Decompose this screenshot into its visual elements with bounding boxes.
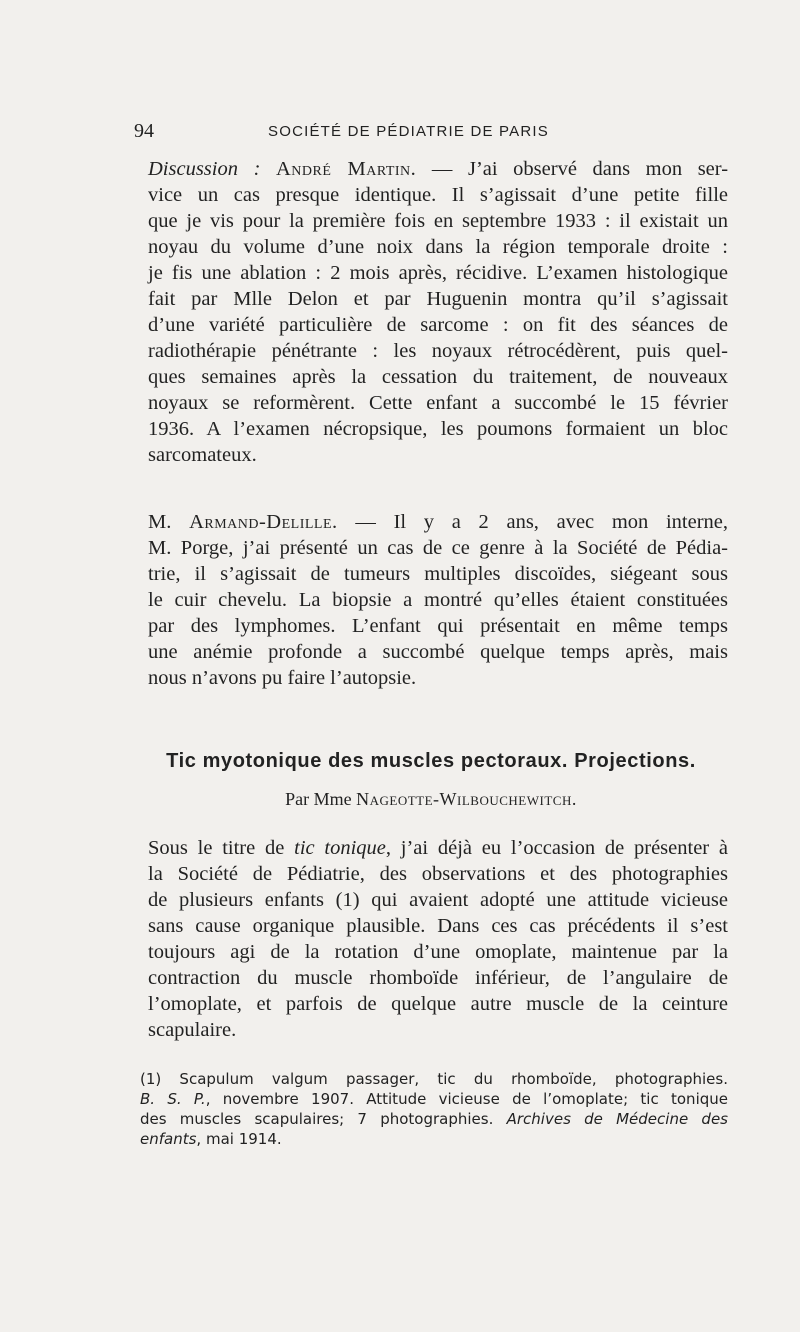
intro-before: Sous le titre de <box>148 837 285 859</box>
text-line: 1936. A l’examen nécropsique, les poumons formaient un bloc <box>148 418 728 440</box>
em-dash: — <box>355 511 376 533</box>
byline-author: Nageotte-Wilbouchewitch. <box>356 789 577 809</box>
intro-after: , j’ai déjà eu l’occasion de présenter à <box>385 837 728 859</box>
text-line: la Société de Pédiatrie, des observations et des photographies <box>148 863 728 885</box>
text-line: contraction du muscle rhomboïde inférieur, de l’angulaire de <box>148 967 728 989</box>
text-line: par des lymphomes. L’enfant qui présentait en même temps <box>148 615 728 637</box>
em-dash: — <box>431 158 453 180</box>
text-line: trie, il s’agissait de tumeurs multiples discoïdes, siégeant sous <box>148 563 728 585</box>
footnote-text: , novembre 1907. Attitude vicieuse de l’omoplate; tic tonique <box>205 1090 728 1108</box>
article-title: Tic myotonique des muscles pectoraux. Projections. <box>166 750 696 772</box>
text-line: sarcomateux. <box>148 444 257 466</box>
text-line: noyau du volume d’une noix dans la région temporale droite : <box>148 236 728 258</box>
footnote-italic: B. S. P. <box>140 1090 206 1108</box>
text-line: toujours agi de la rotation d’une omoplate, maintenue par la <box>148 941 728 963</box>
page-header <box>134 120 724 146</box>
article-byline <box>134 789 728 810</box>
byline-prefix: Par Mme <box>285 789 352 809</box>
text-line-content: J’ai observé dans mon ser- <box>467 158 729 180</box>
reply-paragraph <box>134 509 728 691</box>
page-number: 94 <box>134 120 154 142</box>
text-line: l’omoplate, et parfois de quelque autre muscle de la ceinture <box>148 993 728 1015</box>
footnote-line <box>134 1109 728 1129</box>
article-paragraph <box>134 835 728 1043</box>
running-head: SOCIÉTÉ DE PÉDIATRIE DE PARIS <box>268 123 549 140</box>
text-line: ques semaines après la cessation du traitement, de nouveaux <box>148 366 728 388</box>
discussion-label: Discussion : <box>148 158 261 180</box>
discussion-paragraph <box>134 156 728 468</box>
footnote-text: des muscles scapulaires; 7 photographies. <box>140 1110 494 1128</box>
text-line <box>134 509 728 535</box>
speaker-name: Armand-Delille. <box>189 511 338 533</box>
text-line: de plusieurs enfants (1) qui avaient adopté une attitude vicieuse <box>148 889 728 911</box>
text-line: je fis une ablation : 2 mois après, récidive. L’examen histologique <box>148 262 728 284</box>
speaker-prefix: M. <box>148 511 172 533</box>
text-line <box>134 156 728 182</box>
text-line: scapulaire. <box>148 1019 237 1041</box>
footnote-italic: enfants <box>140 1130 197 1148</box>
footnote-line <box>134 1089 728 1109</box>
text-line: noyaux se reformèrent. Cette enfant a succombé le 15 février <box>148 392 728 414</box>
footnote-italic: Archives de Médecine des <box>506 1110 728 1128</box>
text-line-content: Il y a 2 ans, avec mon interne, <box>393 511 729 533</box>
text-line <box>134 835 728 861</box>
text-line: radiothérapie pénétrante : les noyaux rétrocédèrent, puis quel- <box>148 340 728 362</box>
text-line: vice un cas presque identique. Il s’agissait d’une petite fille <box>148 184 728 206</box>
footnote-text: , mai 1914. <box>196 1130 282 1148</box>
text-line: nous n’avons pu faire l’autopsie. <box>148 667 417 689</box>
text-line: une anémie profonde a succombé quelque temps après, mais <box>148 641 728 663</box>
footnote-line: (1) Scapulum valgum passager, tic du rhomboïde, photographies. <box>140 1070 728 1088</box>
text-line: que je vis pour la première fois en septembre 1933 : il existait un <box>148 210 728 232</box>
text-line: M. Porge, j’ai présenté un cas de ce genre à la Société de Pédia- <box>148 537 728 559</box>
text-line: d’une variété particulière de sarcome : on fit des séances de <box>148 314 728 336</box>
footnote-line <box>134 1129 728 1149</box>
intro-italic: tic tonique <box>294 837 386 859</box>
text-line: le cuir chevelu. La biopsie a montré qu’elles étaient constituées <box>148 589 728 611</box>
speaker-name: André Martin. <box>276 158 417 180</box>
text-line: fait par Mlle Delon et par Huguenin montra qu’il s’agissait <box>148 288 728 310</box>
text-line: sans cause organique plausible. Dans ces cas précédents il s’est <box>148 915 728 937</box>
footnote <box>134 1069 728 1149</box>
